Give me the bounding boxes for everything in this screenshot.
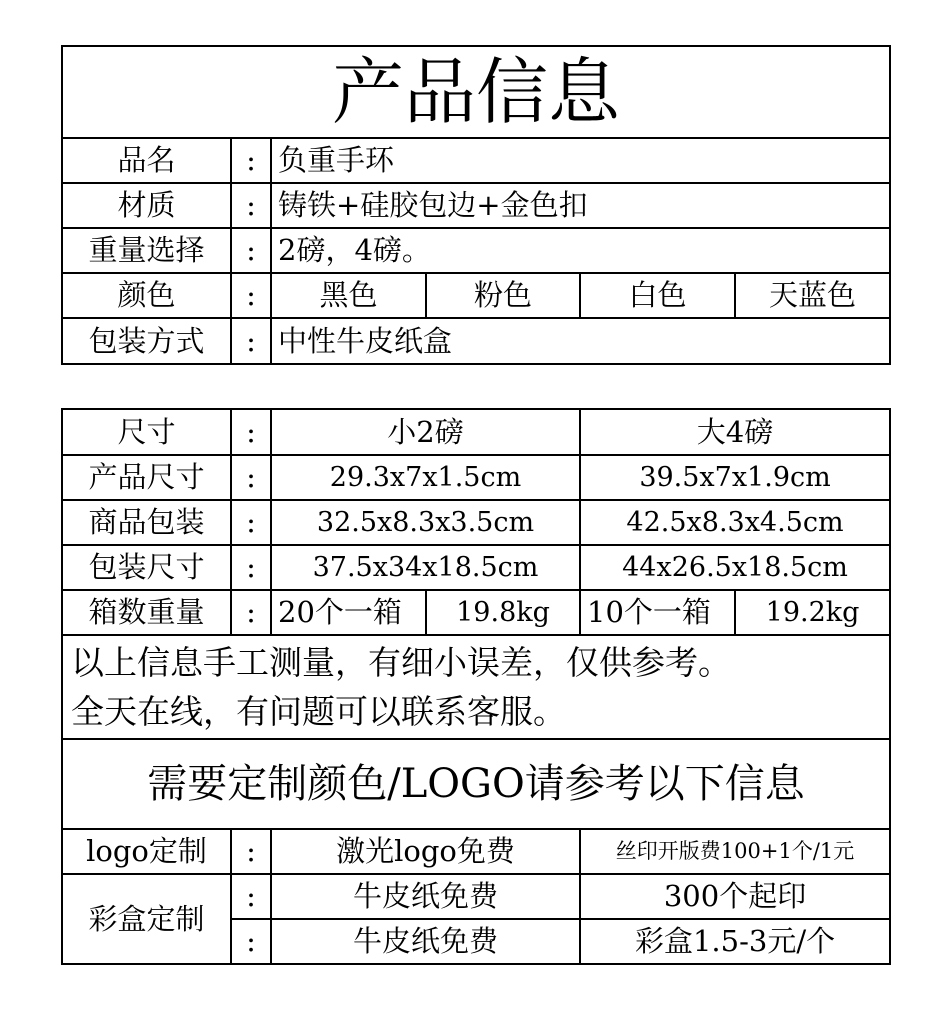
carton-large-qty: 10个一箱 [580,590,735,635]
spec-row-label: 包装尺寸 [62,545,231,590]
carton-small-weight: 19.8kg [426,590,580,635]
material-label: 材质 [62,183,231,228]
colon: : [231,590,271,635]
colon: : [231,500,271,545]
color-option: 黑色 [271,273,426,318]
box-row1-left: 牛皮纸免费 [271,874,580,919]
spec-row-label: 商品包装 [62,500,231,545]
note-line: 以上信息手工测量，有细小误差，仅供参考。 [71,642,731,682]
product-info-table [61,45,891,365]
custom-heading: 需要定制颜色/LOGO请参考以下信息 [62,739,890,829]
name-label: 品名 [62,138,231,183]
spec-row-label: 产品尺寸 [62,455,231,500]
color-label: 颜色 [62,273,231,318]
spec-table [61,408,891,965]
spec-large-value: 42.5x8.3x4.5cm [580,500,890,545]
colon: : [231,138,271,183]
spec-large-value: 44x26.5x18.5cm [580,545,890,590]
weight-options-label: 重量选择 [62,228,231,273]
colon: : [231,228,271,273]
box-row2-left: 牛皮纸免费 [271,919,580,964]
note-cell [62,635,890,739]
colon: : [231,829,271,874]
spec-small-value: 32.5x8.3x3.5cm [271,500,580,545]
box-custom-label: 彩盒定制 [62,874,231,964]
logo-laser: 激光logo免费 [271,829,580,874]
carton-label: 箱数重量 [62,590,231,635]
carton-large-weight: 19.2kg [735,590,890,635]
size-header-large: 大4磅 [580,409,890,455]
note-line: 全天在线，有问题可以联系客服。 [71,692,566,731]
color-option: 粉色 [426,273,580,318]
spec-small-value: 29.3x7x1.5cm [271,455,580,500]
packaging-label: 包装方式 [62,318,231,364]
colon: : [231,318,271,364]
colon: : [231,455,271,500]
color-option: 白色 [580,273,735,318]
colon: : [231,874,271,919]
logo-print: 丝印开版费100+1个/1元 [580,829,890,874]
colon: : [231,919,271,964]
spec-large-value: 39.5x7x1.9cm [580,455,890,500]
packaging-value: 中性牛皮纸盒 [271,318,890,364]
size-header-small: 小2磅 [271,409,580,455]
size-header-label: 尺寸 [62,409,231,455]
colon: : [231,183,271,228]
name-value: 负重手环 [271,138,890,183]
carton-small-qty: 20个一箱 [271,590,426,635]
weight-options-value: 2磅，4磅。 [271,228,890,273]
product-info-title: 产品信息 [62,46,890,138]
colon: : [231,273,271,318]
colon: : [231,545,271,590]
box-row2-right: 彩盒1.5-3元/个 [580,919,890,964]
logo-custom-label: logo定制 [62,829,231,874]
material-value: 铸铁+硅胶包边+金色扣 [271,183,890,228]
color-option: 天蓝色 [735,273,890,318]
colon: : [231,409,271,455]
box-row1-right: 300个起印 [580,874,890,919]
spec-small-value: 37.5x34x18.5cm [271,545,580,590]
